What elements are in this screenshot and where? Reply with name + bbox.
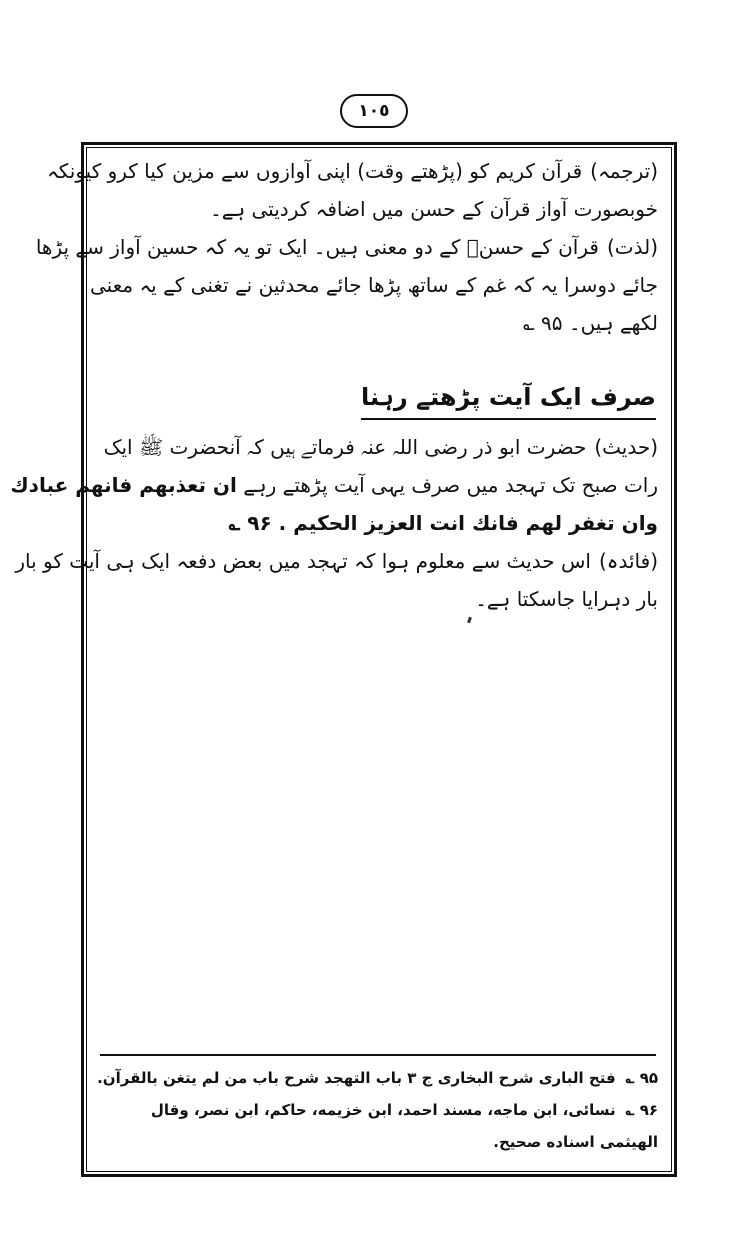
page-number-badge xyxy=(340,94,408,128)
label-faida: (فائدہ) xyxy=(598,549,658,573)
line-text: رات صبح تک تہجد میں صرف یہی آیت پڑھتے رہے xyxy=(243,473,658,497)
footnote-number: ۹۵ ؎ xyxy=(625,1069,658,1087)
quran-verse-part-1: ان تعذبهم فانهم عبادك xyxy=(10,473,237,497)
text-line-3 xyxy=(35,228,658,266)
text-line-9 xyxy=(15,542,658,580)
text-line-4 xyxy=(90,266,658,304)
footnote-text: فتح البارى شرح البخارى ج ۳ باب التهجد شرح باب من لم يتغن بالقرآن. xyxy=(97,1069,616,1087)
text-line-8 xyxy=(100,504,658,542)
label-lazzat: (لذت) xyxy=(606,235,658,259)
text-line-6 xyxy=(100,428,658,466)
footnote-95 xyxy=(97,1062,658,1094)
footnote-divider xyxy=(100,1054,656,1056)
text-line-2 xyxy=(100,190,658,228)
footnote-text: الهيثمى اسناده صحيح. xyxy=(493,1133,658,1151)
page-number: ١٠٥ xyxy=(358,101,390,121)
line-text: لکھے ہیں۔ ۹۵ ؎ xyxy=(522,311,658,335)
line-text: جائے دوسرا یہ کہ غم کے ساتھ پڑھا جائے محدثین نے تغنی کے یہ معنی xyxy=(90,273,658,297)
label-translation: (ترجمہ) xyxy=(590,159,658,183)
line-text: قرآن کے حسنؐ کے دو معنی ہیں۔ ایک تو یہ کہ حسین آواز سے پڑھا xyxy=(35,235,599,259)
label-hadith: (حدیث) xyxy=(594,435,658,459)
text-line-5 xyxy=(100,304,658,342)
text-line-10 xyxy=(100,580,658,618)
quran-verse-part-2: وان تغفر لهم فانك انت العزيز الحكيم . ۹۶ ؎ xyxy=(228,511,658,535)
text-line-7 xyxy=(10,466,658,504)
footnote-number: ۹۶ ؎ xyxy=(625,1101,658,1119)
line-text: بار دہرایا جاسکتا ہے۔ xyxy=(475,587,658,611)
line-text: حضرت ابو ذر رضی اللہ عنہ فرماتے ہیں کہ آنحضرت ﷺ ایک xyxy=(103,435,587,459)
text-line-1 xyxy=(47,152,658,190)
section-heading: صرف ایک آیت پڑھتے رہنا xyxy=(361,378,656,420)
footnote-96-continued xyxy=(100,1126,658,1158)
footnotes xyxy=(97,1062,658,1158)
line-text: خوبصورت آواز قرآن کے حسن میں اضافہ کردیتی ہے۔ xyxy=(210,197,658,221)
footnote-text: نسائى، ابن ماجه، مسند احمد، ابن خزيمه، حاكم، ابن نصر، وقال xyxy=(150,1101,616,1119)
line-text: قرآن کریم کو (پڑھتے وقت) اپنی آوازوں سے مزین کیا کرو کیونکہ xyxy=(47,159,583,183)
footnote-96 xyxy=(100,1094,658,1126)
section-heading-wrap xyxy=(100,378,656,420)
line-text: اس حدیث سے معلوم ہوا کہ تہجد میں بعض دفعہ ایک ہی آیت کو بار xyxy=(15,549,591,573)
section-hadith xyxy=(10,428,658,618)
section-translation xyxy=(35,152,658,342)
